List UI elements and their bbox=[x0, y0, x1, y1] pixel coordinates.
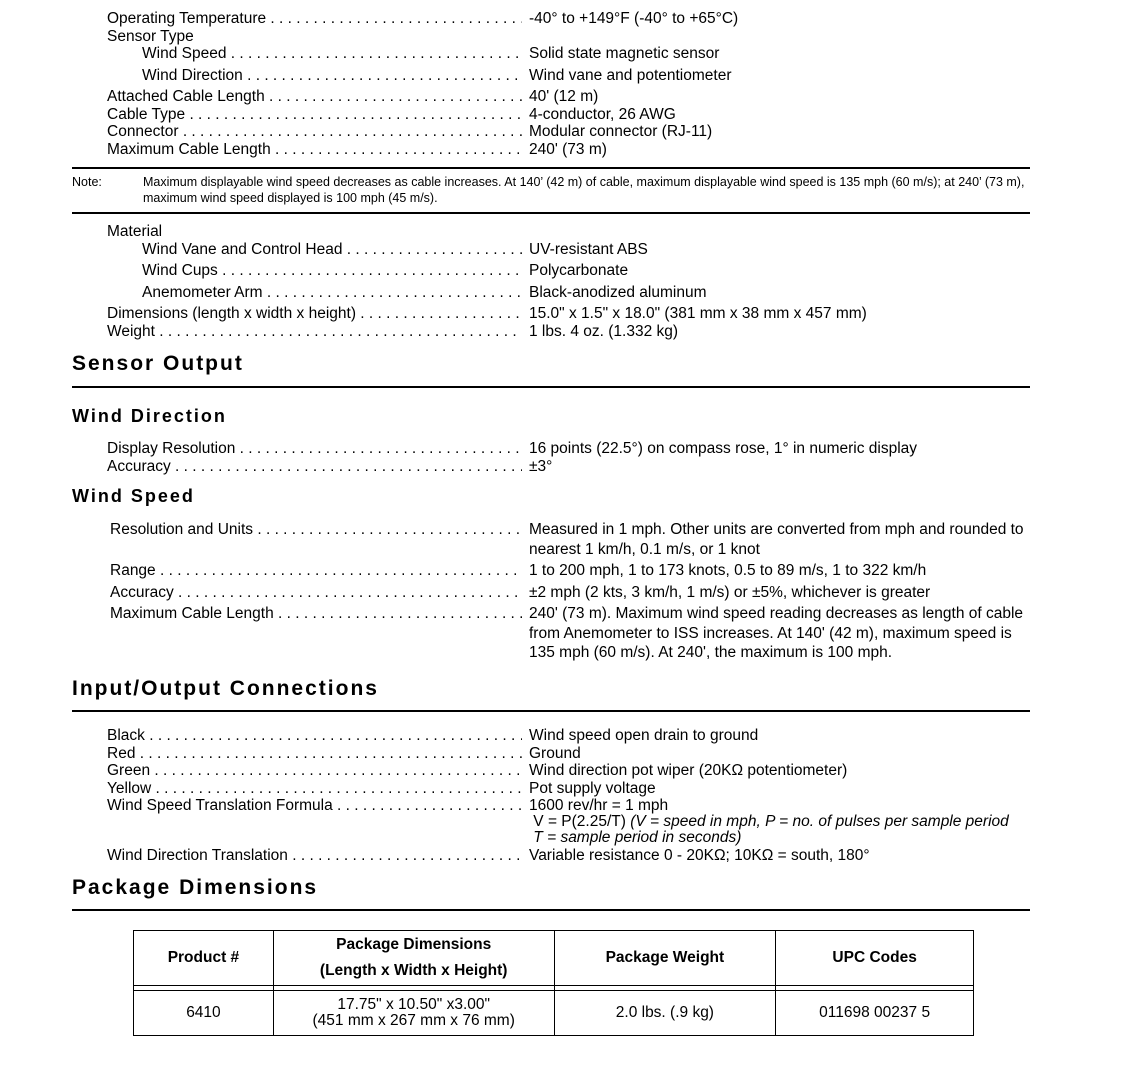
wind-speed-heading: Wind Speed bbox=[72, 486, 195, 506]
spec-label: Wind Direction . . . bbox=[142, 67, 522, 85]
cell-dimensions-line-1: 17.75" x 10.50" x3.00" bbox=[337, 996, 491, 1013]
spec-label: Cable Type . . . bbox=[107, 106, 522, 124]
spec-label: Operating Temperature . . . bbox=[107, 10, 522, 28]
spec-label: Black . . . bbox=[107, 727, 522, 745]
formula-line-2 bbox=[529, 814, 1089, 830]
spec-label: Anemometer Arm . . . bbox=[142, 284, 522, 302]
spec-value: Polycarbonate bbox=[529, 262, 629, 279]
cell-dimensions bbox=[273, 991, 554, 1036]
package-dimensions-heading: Package Dimensions bbox=[72, 876, 319, 899]
formula-value bbox=[529, 798, 1089, 846]
header-dimensions-line-1: Package Dimensions bbox=[336, 936, 492, 953]
spec-label: Display Resolution . . . bbox=[107, 440, 522, 458]
spec-label: Wind Cups . . . bbox=[142, 262, 522, 280]
sensor-output-heading: Sensor Output bbox=[72, 352, 244, 375]
spec-label: Dimensions (length x width x height) . . . bbox=[107, 305, 522, 323]
spec-label: Green . . . bbox=[107, 762, 522, 780]
formula-legend: (V = speed in mph, P = no. of pulses per sample period bbox=[630, 813, 1009, 830]
spec-label: Red . . . bbox=[107, 745, 522, 763]
package-table bbox=[133, 930, 974, 1036]
io-connections-heading: Input/Output Connections bbox=[72, 677, 379, 700]
spec-value: Wind direction pot wiper (20KΩ potentiometer) bbox=[529, 762, 848, 779]
package-table-header bbox=[134, 931, 974, 986]
spec-value: 15.0" x 1.5" x 18.0" (381 mm x 38 mm x 457 mm) bbox=[529, 305, 867, 322]
spec-value: ±3° bbox=[529, 458, 553, 475]
spec-value: Wind vane and potentiometer bbox=[529, 67, 732, 84]
cell-dimensions-line-2: (451 mm x 267 mm x 76 mm) bbox=[312, 1012, 515, 1029]
spec-value: Measured in 1 mph. Other units are converted from mph and rounded to nearest 1 km/h, 0.1 m/s, or 1 knot bbox=[529, 521, 1024, 558]
spec-value: Wind speed open drain to ground bbox=[529, 727, 759, 744]
spec-label: Attached Cable Length . . . bbox=[107, 88, 522, 106]
spec-value: 1 to 200 mph, 1 to 173 knots, 0.5 to 89 m/s, 1 to 322 km/h bbox=[529, 562, 927, 579]
note-top-rule bbox=[72, 167, 1030, 169]
spec-label: Accuracy . . . bbox=[110, 583, 522, 603]
spec-value: Pot supply voltage bbox=[529, 780, 656, 797]
note-bottom-rule bbox=[72, 212, 1030, 214]
spec-value: 240' (73 m). Maximum wind speed reading decreases as length of cable from Anemometer to ISS increases. At 140' (42 m), maximum speed is 135 mph (60 m/s). At 240', the maximum is 100 mph. bbox=[529, 605, 1024, 661]
spec-label: Maximum Cable Length . . . bbox=[107, 141, 522, 159]
header-weight: Package Weight bbox=[554, 931, 776, 986]
header-dimensions-line-2: (Length x Width x Height) bbox=[319, 962, 508, 979]
spec-value: Ground bbox=[529, 745, 581, 762]
spec-value: -40° to +149°F (-40° to +65°C) bbox=[529, 10, 739, 27]
header-dimensions bbox=[273, 931, 554, 986]
spec-value: Black-anodized aluminum bbox=[529, 284, 707, 301]
spec-label: Yellow . . . bbox=[107, 780, 522, 798]
spec-label: Wind Vane and Control Head . . . bbox=[142, 241, 522, 259]
package-dimensions-rule bbox=[72, 909, 1030, 911]
spec-value: 240' (73 m) bbox=[529, 141, 607, 158]
wind-direction-heading: Wind Direction bbox=[72, 406, 227, 426]
sensor-type-heading: Sensor Type bbox=[107, 28, 194, 45]
spec-value: Variable resistance 0 - 20KΩ; 10KΩ = south, 180° bbox=[529, 847, 870, 864]
spec-value: Solid state magnetic sensor bbox=[529, 45, 720, 62]
note-label: Note: bbox=[72, 175, 102, 189]
note-text: Maximum displayable wind speed decreases as cable increases. At 140’ (42 m) of cable, maximum displayable wind speed is 135 mph (60 m/s); at 240’ (73 m), maximum wind speed displayed is 100 mph (45 m/s). bbox=[143, 175, 1025, 205]
sensor-output-rule bbox=[72, 386, 1030, 388]
spec-label: Range . . . bbox=[110, 561, 522, 581]
spec-value: Modular connector (RJ-11) bbox=[529, 123, 713, 140]
formula-line-1: 1600 rev/hr = 1 mph bbox=[529, 797, 669, 814]
spec-label: Resolution and Units . . . bbox=[110, 520, 522, 540]
formula-equation: V = P(2.25/T) bbox=[529, 813, 631, 830]
cell-weight: 2.0 lbs. (.9 kg) bbox=[554, 991, 776, 1036]
spec-label: Wind Direction Translation . . . bbox=[107, 847, 522, 865]
spec-label: Wind Speed . . . bbox=[142, 45, 522, 63]
spec-value: 16 points (22.5°) on compass rose, 1° in numeric display bbox=[529, 440, 918, 457]
cell-product: 6410 bbox=[134, 991, 274, 1036]
formula-line-3: T = sample period in seconds) bbox=[529, 829, 742, 846]
spec-value: UV-resistant ABS bbox=[529, 241, 648, 258]
spec-value: ±2 mph (2 kts, 3 km/h, 1 m/s) or ±5%, whichever is greater bbox=[529, 584, 931, 601]
table-row bbox=[134, 991, 974, 1036]
cell-upc: 011698 00237 5 bbox=[776, 991, 974, 1036]
spec-value: 40' (12 m) bbox=[529, 88, 599, 105]
io-connections-rule bbox=[72, 710, 1030, 712]
spec-label: Accuracy . . . bbox=[107, 458, 522, 476]
spec-label: Wind Speed Translation Formula . . . bbox=[107, 798, 522, 814]
header-product: Product # bbox=[134, 931, 274, 986]
spec-label: Connector . . . bbox=[107, 123, 522, 141]
spec-value: 1 lbs. 4 oz. (1.332 kg) bbox=[529, 323, 679, 340]
material-heading: Material bbox=[107, 223, 163, 240]
spec-label: Maximum Cable Length . . . bbox=[110, 604, 522, 624]
spec-label: Weight . . . bbox=[107, 323, 522, 341]
spec-value: 4-conductor, 26 AWG bbox=[529, 106, 676, 123]
header-upc: UPC Codes bbox=[776, 931, 974, 986]
